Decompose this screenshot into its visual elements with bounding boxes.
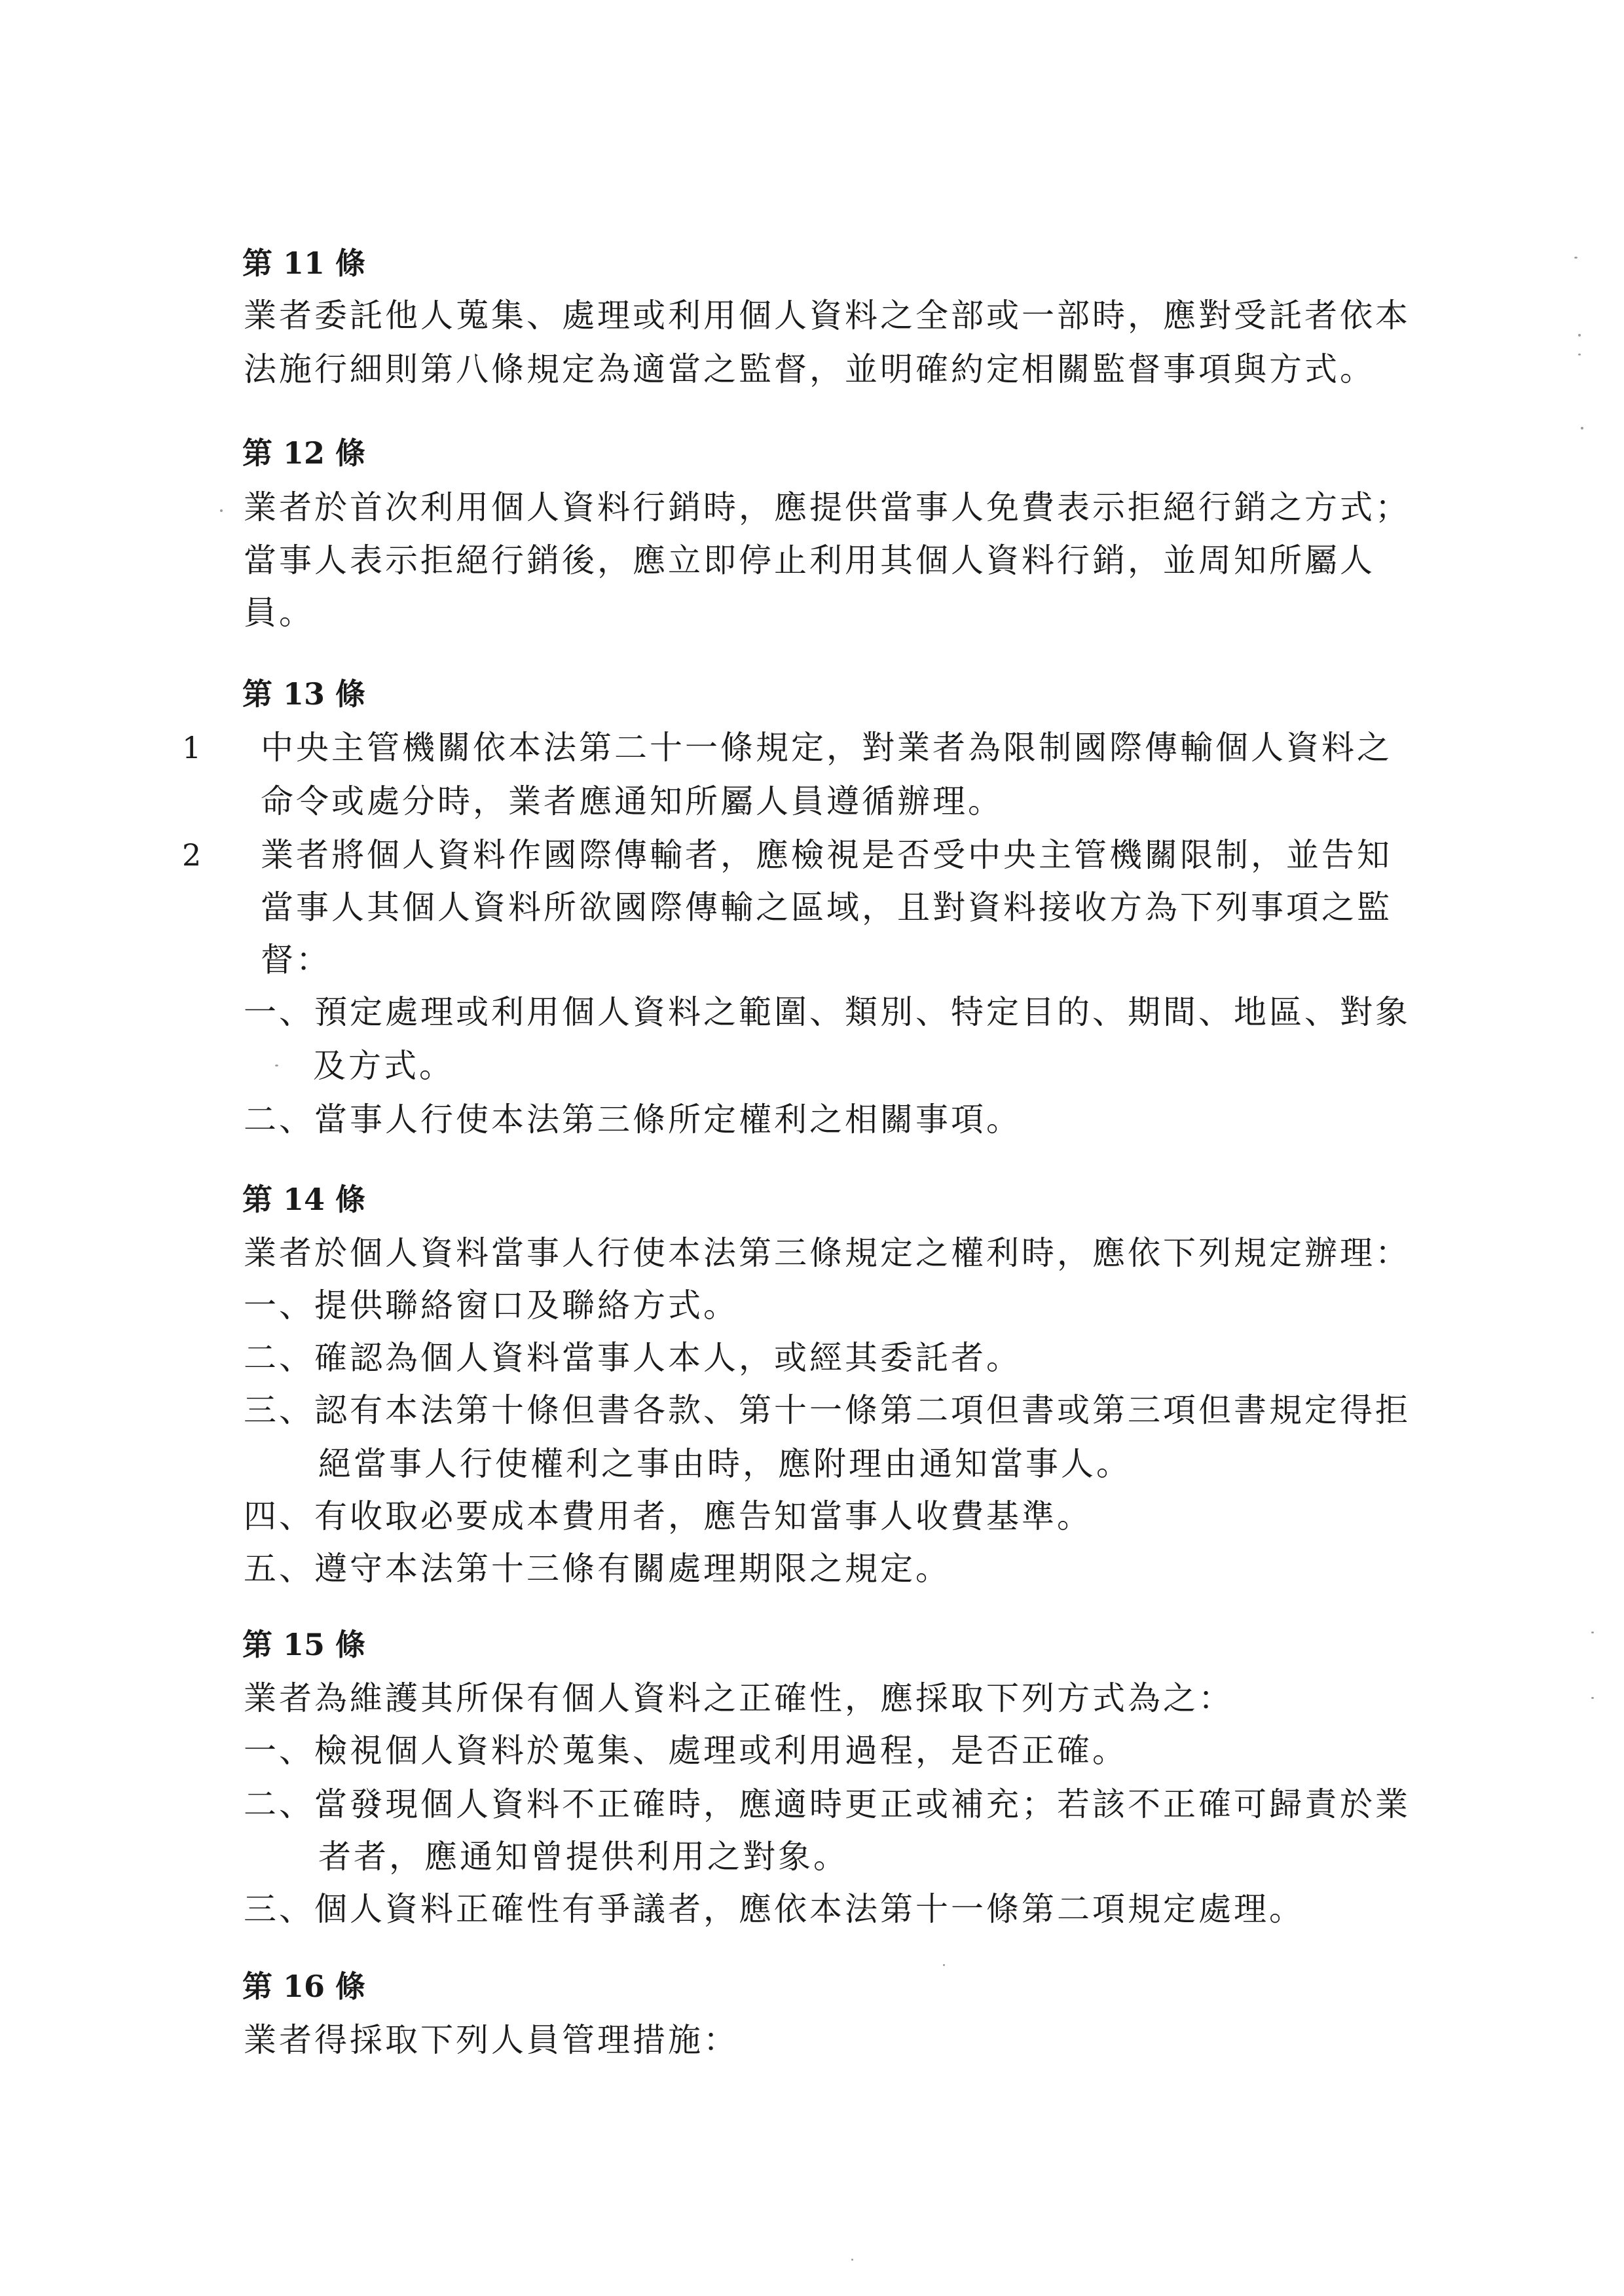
list-item-line: 一、預定處理或利用個人資料之範圍、類別、特定目的、期間、地區、對象	[244, 993, 1411, 1031]
paragraph-number: 1	[182, 730, 202, 765]
article-text-line: 業者得採取下列人員管理措施：	[244, 2021, 739, 2059]
scan-speck	[1574, 257, 1578, 259]
paragraph-text-line: 當事人其個人資料所欲國際傳輸之區域，且對資料接收方為下列事項之監	[261, 888, 1392, 926]
list-item-line: 四、有收取必要成本費用者，應告知當事人收費基準。	[244, 1497, 1092, 1535]
paragraph-text-line: 中央主管機關依本法第二十一條規定，對業者為限制國際傳輸個人資料之	[261, 729, 1392, 767]
scan-speck	[943, 1964, 945, 1966]
article-heading: 第 15 條	[242, 1627, 366, 1662]
article-text-line: 業者於首次利用個人資料行銷時，應提供當事人免費表示拒絕行銷之方式；	[244, 488, 1411, 526]
article-heading: 第 11 條	[242, 246, 366, 281]
article-heading: 第 14 條	[242, 1182, 366, 1217]
list-item-line: 三、個人資料正確性有爭議者，應依本法第十一條第二項規定處理。	[244, 1890, 1304, 1928]
list-item-line: 一、提供聯絡窗口及聯絡方式。	[244, 1286, 739, 1324]
article-text-line: 員。	[244, 594, 314, 632]
article-heading: 第 12 條	[242, 435, 366, 471]
paragraph-text-line: 命令或處分時，業者應通知所屬人員遵循辦理。	[261, 782, 1003, 820]
list-item-line: 三、認有本法第十條但書各款、第十一條第二項但書或第三項但書規定得拒	[244, 1391, 1411, 1429]
paragraph-text-line: 業者將個人資料作國際傳輸者，應檢視是否受中央主管機關限制，並告知	[261, 836, 1392, 874]
scan-speck	[851, 2259, 853, 2261]
list-item-line: 一、檢視個人資料於蒐集、處理或利用過程，是否正確。	[244, 1732, 1128, 1770]
article-heading: 第 13 條	[242, 676, 366, 712]
list-item-line: 二、當事人行使本法第三條所定權利之相關事項。	[244, 1101, 1022, 1139]
scan-speck	[1591, 1631, 1594, 1633]
list-item-line: 二、確認為個人資料當事人本人，或經其委託者。	[244, 1339, 1022, 1377]
article-text-line: 業者於個人資料當事人行使本法第三條規定之權利時，應依下列規定辦理：	[244, 1234, 1411, 1272]
scan-speck	[1578, 334, 1581, 337]
paragraph-text-line: 督：	[261, 941, 331, 979]
scan-speck	[220, 509, 223, 512]
list-item-line: 五、遵守本法第十三條有關處理期限之規定。	[244, 1550, 951, 1588]
scan-speck	[275, 1065, 278, 1066]
paragraph-number: 2	[182, 837, 202, 873]
list-item-line: 及方式。	[313, 1047, 454, 1085]
list-item-line: 者者，應通知曾提供利用之對象。	[318, 1838, 849, 1876]
scan-speck	[1591, 1697, 1594, 1699]
article-text-line: 業者為維護其所保有個人資料之正確性，應採取下列方式為之：	[244, 1679, 1234, 1717]
article-text-line: 當事人表示拒絕行銷後，應立即停止利用其個人資料行銷，並周知所屬人	[244, 541, 1375, 579]
scan-speck	[1578, 354, 1581, 355]
article-text-line: 業者委託他人蒐集、處理或利用個人資料之全部或一部時，應對受託者依本	[244, 297, 1411, 335]
list-item-line: 絕當事人行使權利之事由時，應附理由通知當事人。	[318, 1445, 1132, 1483]
scan-speck	[1581, 427, 1583, 429]
article-text-line: 法施行細則第八條規定為適當之監督，並明確約定相關監督事項與方式。	[244, 350, 1375, 388]
list-item-line: 二、當發現個人資料不正確時，應適時更正或補充；若該不正確可歸責於業	[244, 1785, 1411, 1823]
article-heading: 第 16 條	[242, 1969, 366, 2004]
